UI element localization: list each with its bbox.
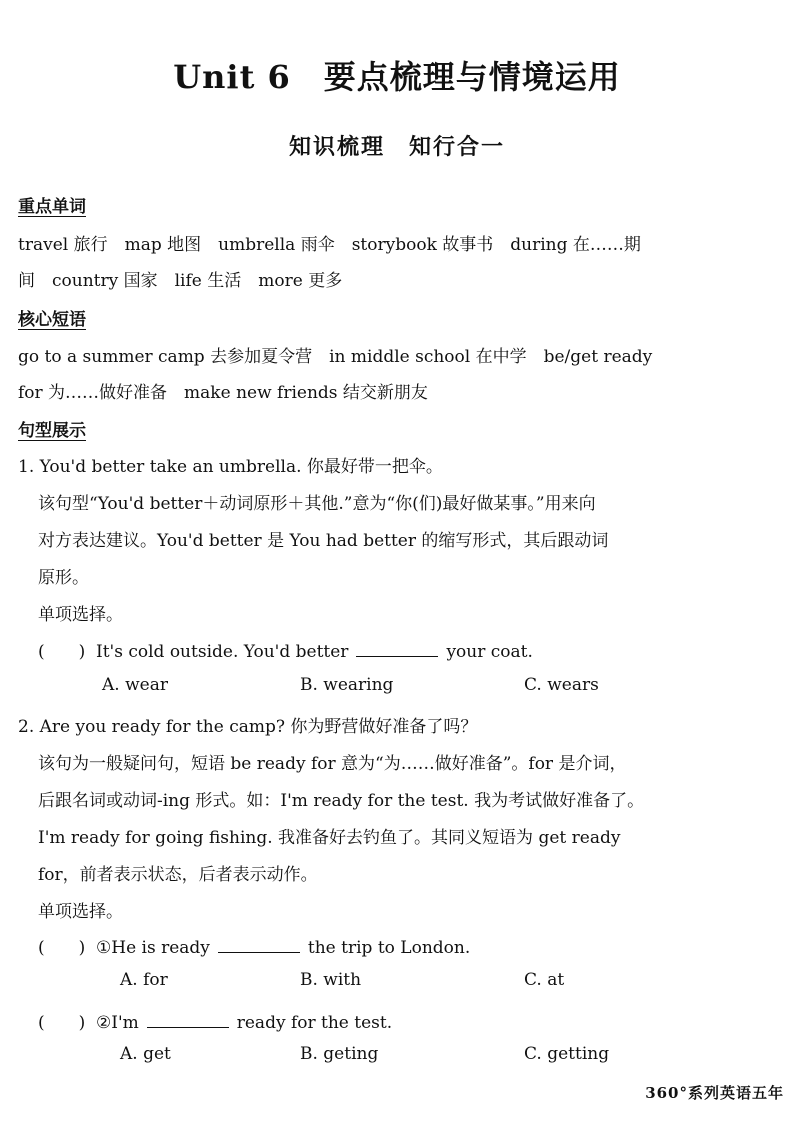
sentence-2-prompt: 单项选择。 [38, 902, 123, 922]
question-text-before: ①He is ready [96, 938, 210, 958]
sentence-1-prompt: 单项选择。 [38, 605, 123, 625]
option-b[interactable]: B. wearing [300, 675, 394, 695]
phrases-heading: 核心短语 [18, 310, 86, 330]
vocab-line-2: 间 country 国家 life 生活 more 更多 [18, 271, 343, 291]
answer-paren[interactable]: ( ) [38, 642, 86, 662]
sentence-2-explanation-3: I'm ready for going fishing. 我准备好去钓鱼了。其同义短语为 get ready [38, 828, 621, 848]
answer-blank[interactable] [218, 951, 300, 953]
answer-blank[interactable] [147, 1026, 229, 1028]
phrases-line-1: go to a summer camp 去参加夏令营 in middle school 在中学 be/get ready [18, 347, 653, 367]
sentence-2-explanation-1: 该句为一般疑问句，短语 be ready for 意为“为……做好准备”。for 是介词， [38, 754, 627, 774]
answer-blank[interactable] [356, 655, 438, 657]
sentences-heading: 句型展示 [18, 421, 86, 441]
question-text-after: the trip to London. [307, 938, 471, 958]
question-2-2 [38, 1008, 392, 1033]
sentence-2-explanation-2: 后跟名词或动词-ing 形式。如：I'm ready for the test. 我为考试做好准备了。 [38, 791, 645, 811]
option-b[interactable]: B. with [300, 970, 362, 990]
option-a[interactable]: A. get [120, 1044, 171, 1064]
vocab-line-1: travel 旅行 map 地图 umbrella 雨伞 storybook 故事书 during 在……期 [18, 235, 641, 255]
sentence-1-explanation-2: 对方表达建议。You'd better 是 You had better 的缩写形式，其后跟动词 [38, 531, 609, 551]
option-c[interactable]: C. getting [524, 1044, 610, 1064]
vocab-heading: 重点单词 [18, 197, 86, 217]
option-a[interactable]: A. wear [102, 675, 168, 695]
page-title: Unit 6 要点梳理与情境运用 [173, 58, 621, 96]
sentence-1-title: 1. You'd better take an umbrella. 你最好带一把伞。 [18, 457, 443, 477]
series-footer: 360°系列英语五年 [645, 1084, 784, 1102]
question-1 [38, 637, 533, 662]
sentence-1-explanation-3: 原形。 [38, 568, 89, 588]
sentence-2-explanation-4: for，前者表示状态，后者表示动作。 [38, 865, 318, 885]
question-text-after: your coat. [446, 642, 533, 662]
question-text-before: It's cold outside. You'd better [96, 642, 349, 662]
answer-paren[interactable]: ( ) [38, 938, 86, 958]
sentence-2-title: 2. Are you ready for the camp? 你为野营做好准备了吗？ [18, 717, 478, 737]
option-c[interactable]: C. wears [524, 675, 599, 695]
question-text-after: ready for the test. [236, 1013, 393, 1033]
answer-paren[interactable]: ( ) [38, 1013, 86, 1033]
question-text-before: ②I'm [96, 1013, 139, 1033]
option-c[interactable]: C. at [524, 970, 565, 990]
option-b[interactable]: B. geting [300, 1044, 379, 1064]
option-a[interactable]: A. for [120, 970, 168, 990]
phrases-line-2: for 为……做好准备 make new friends 结交新朋友 [18, 383, 428, 403]
section-subtitle: 知识梳理 知行合一 [288, 134, 505, 160]
sentence-1-explanation-1: 该句型“You'd better＋动词原形＋其他.”意为“你(们)最好做某事。”用来向 [38, 494, 596, 514]
question-2-1 [38, 933, 470, 958]
